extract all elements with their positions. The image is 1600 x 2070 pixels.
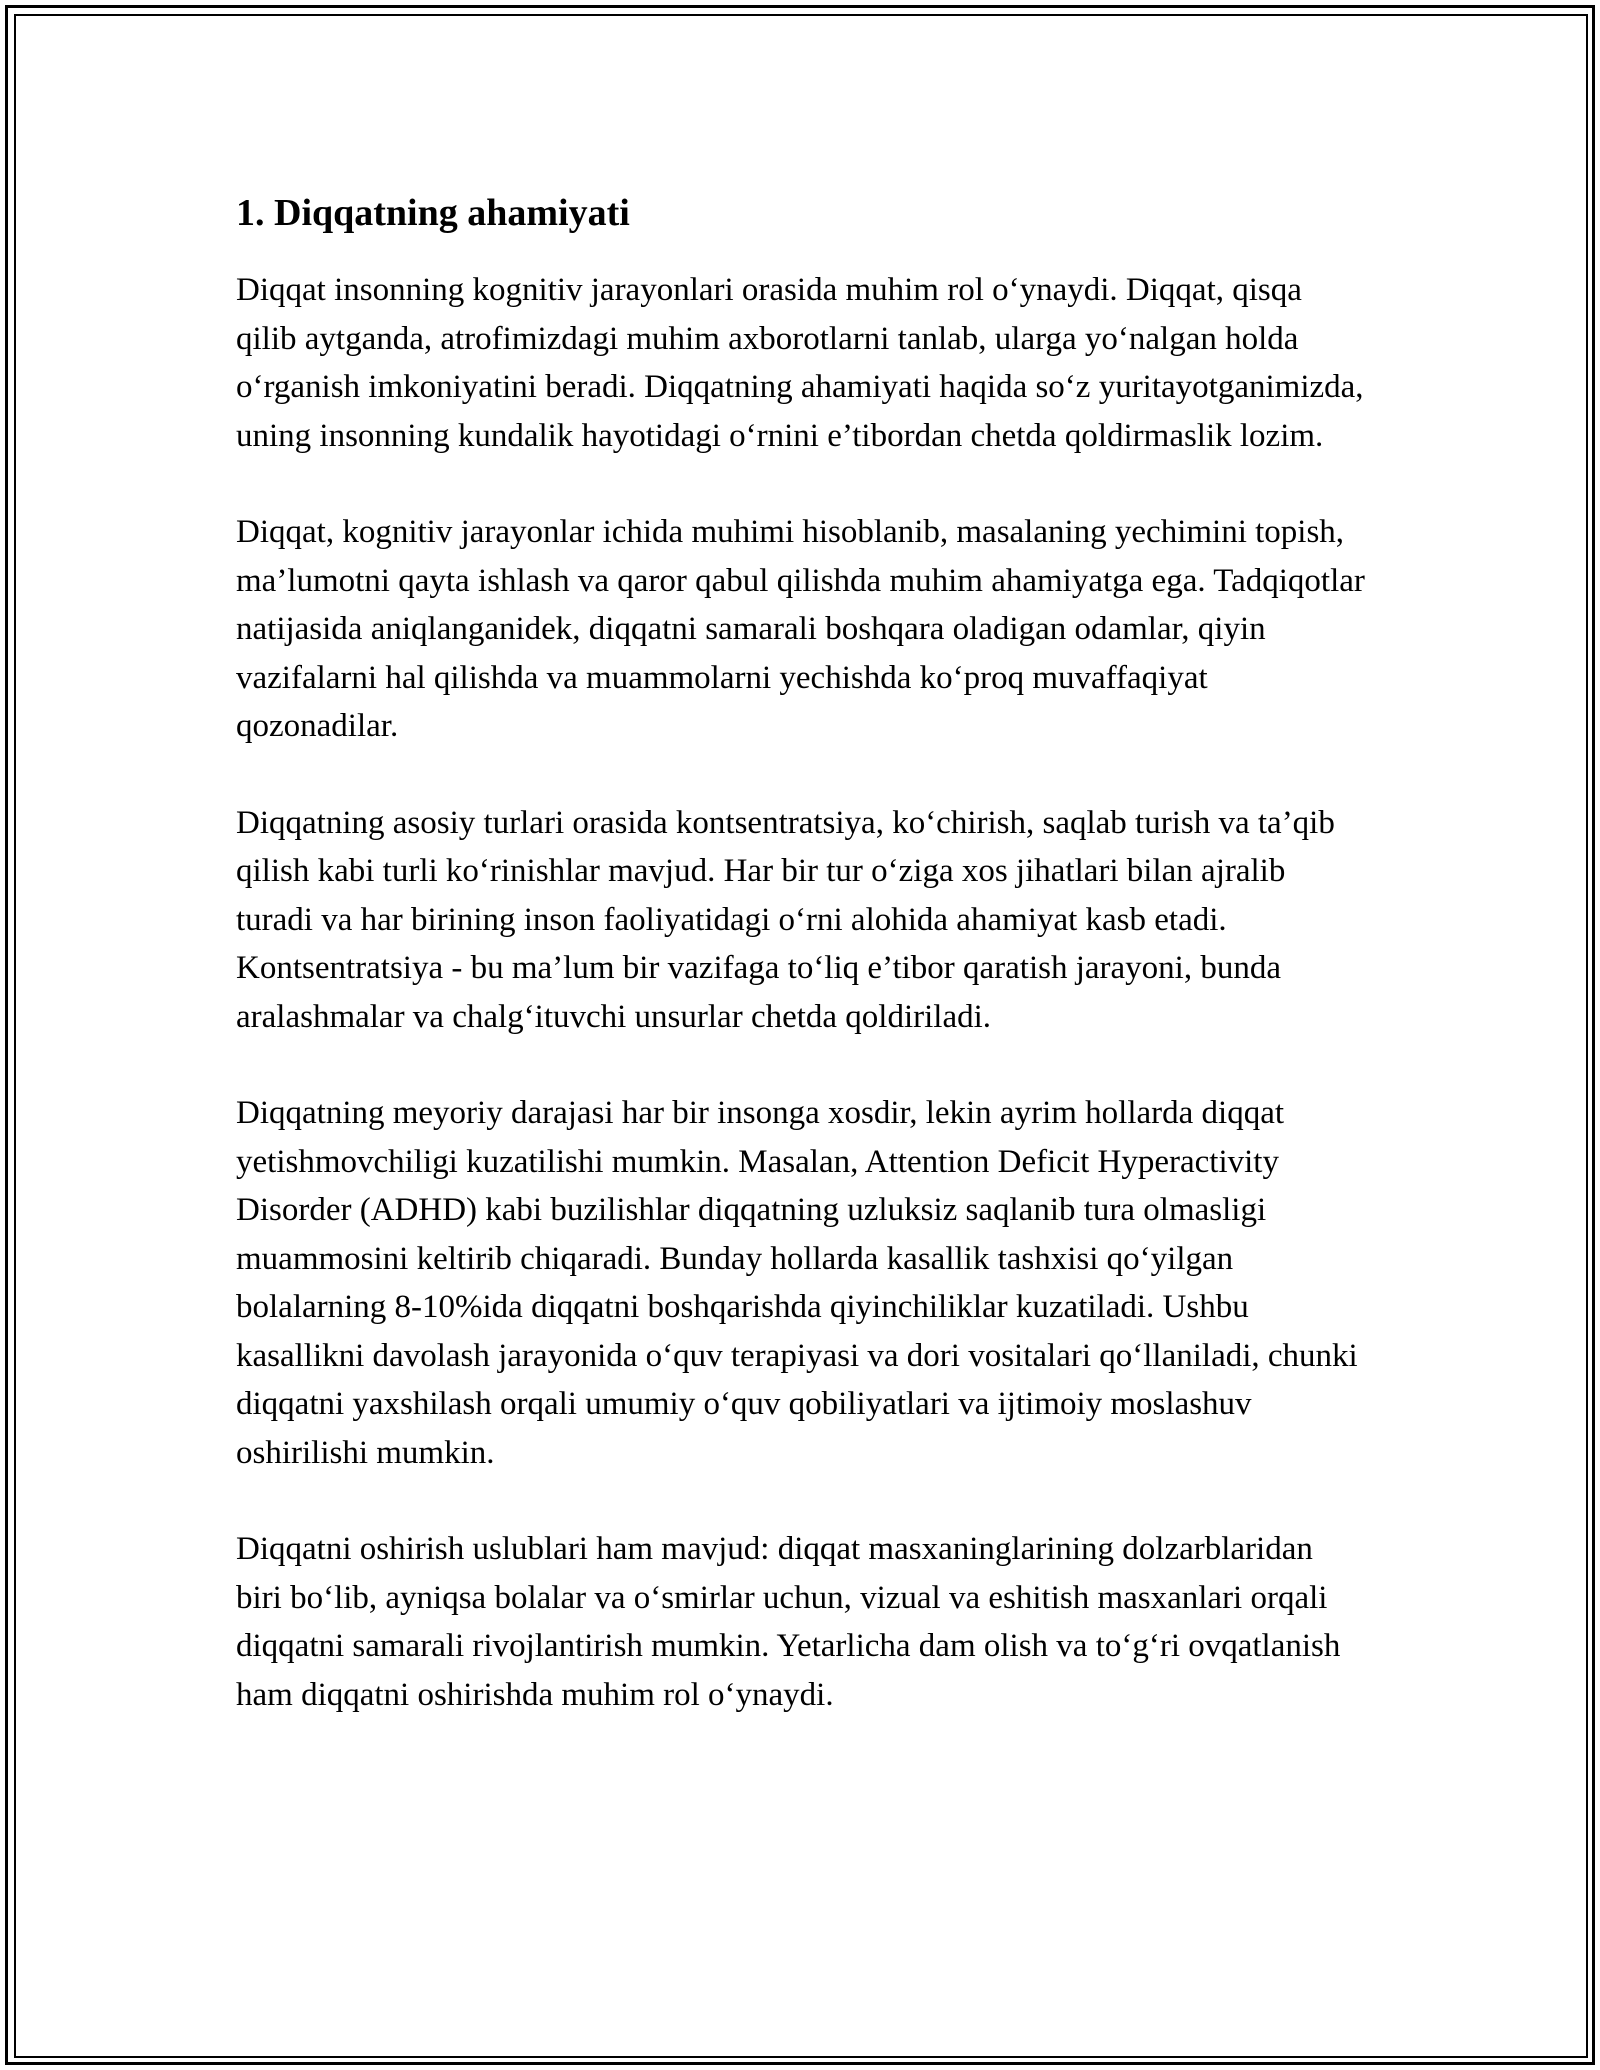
paragraph-attention-deficit: Diqqatning meyoriy darajasi har bir insonga xosdir, lekin ayrim hollarda diqqat yetishmovchiligi kuzatilishi mumkin. Masalan, Attention Deficit Hyperactivity Disorder (ADHD) kabi buzilishlar diqqatning uzluksiz saqlanib tura olmasligi muammosini keltirib chiqaradi. Bunday hollarda kasallik tashxisi qo‘yilgan bolalarning 8-10%ida diqqatni boshqarishda qiyinchiliklar kuzatiladi. Ushbu kasallikni davolash jarayonida o‘quv terapiyasi va dori vositalari qo‘llaniladi, chunki diqqatni yaxshilash orqali umumiy o‘quv qobiliyatlari va ijtimoiy moslashuv oshirilishi mumkin. bbox=[236, 1095, 1358, 1471]
document-body bbox=[236, 190, 1366, 1767]
section-heading: 1. Diqqatning ahamiyati bbox=[236, 192, 630, 234]
paragraph-improvement-methods: Diqqatni oshirish uslublari ham mavjud: diqqat masxaninglarining dolzarblaridan biri bo‘lib, ayniqsa bolalar va o‘smirlar uchun, vizual va eshitish masxanlari orqali diqqatni samarali rivojlantirish mumkin. Yetarlicha dam olish va to‘g‘ri ovqatlanish ham diqqatni oshirishda muhim rol o‘ynaydi. bbox=[236, 1531, 1341, 1713]
paragraph-importance: Diqqat insonning kognitiv jarayonlari orasida muhim rol o‘ynaydi. Diqqat, qisqa qilib aytganda, atrofimizdagi muhim axborotlarni tanlab, ularga yo‘nalgan holda o‘rganish imkoniyatini beradi. Diqqatning ahamiyati haqida so‘z yuritayotganimizda, uning insonning kundalik hayotidagi o‘rnini e’tibordan chetda qoldirmaslik lozim. bbox=[236, 272, 1364, 454]
paragraph-cognitive-role: Diqqat, kognitiv jarayonlar ichida muhimi hisoblanib, masalaning yechimini topish, ma’lumotni qayta ishlash va qaror qabul qilishda muhim ahamiyatga ega. Tadqiqotlar natijasida aniqlanganidek, diqqatni samarali boshqara oladigan odamlar, qiyin vazifalarni hal qilishda va muammolarni yechishda ko‘proq muvaffaqiyat qozonadilar. bbox=[236, 514, 1365, 744]
paragraph-attention-types: Diqqatning asosiy turlari orasida kontsentratsiya, ko‘chirish, saqlab turish va ta’qib qilish kabi turli ko‘rinishlar mavjud. Har bir tur o‘ziga xos jihatlari bilan ajralib turadi va har birining inson faoliyatidagi o‘rni alohida ahamiyat kasb etadi. Kontsentratsiya - bu ma’lum bir vazifaga to‘liq e’tibor qaratish jarayoni, bunda aralashmalar va chalg‘ituvchi unsurlar chetda qoldiriladi. bbox=[236, 804, 1335, 1035]
